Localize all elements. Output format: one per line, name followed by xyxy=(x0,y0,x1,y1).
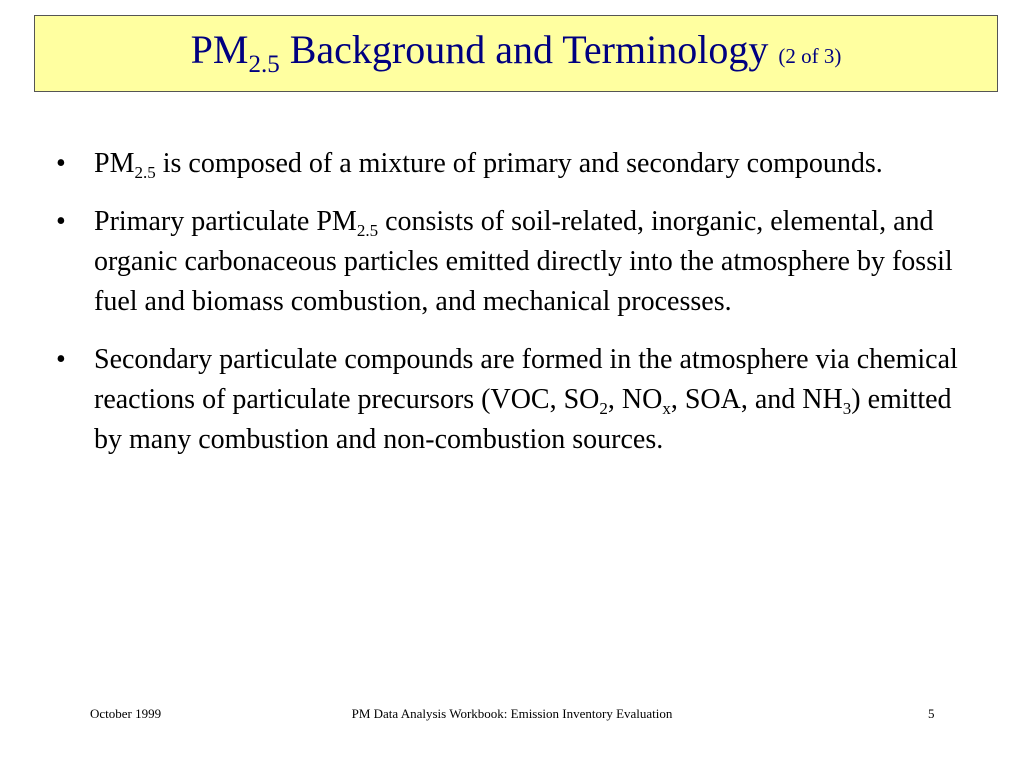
title-pm: PM xyxy=(190,27,249,72)
bullet-1-text-rest: is composed of a mixture of primary and secondary compounds. xyxy=(155,148,883,179)
bullet-item-3 xyxy=(56,340,976,460)
bullet-3-subscript-nh3: 3 xyxy=(842,399,852,418)
bullet-3-subscript-nox: x xyxy=(662,399,671,418)
bullet-3-text-3: , SOA, and NH xyxy=(670,384,843,415)
bullet-2-text-rest: consists of soil-related, inorganic, elemental, and organic carbonaceous particles emitted directly into the atmosphere by fossil fuel and biomass combustion, and mechanical processes. xyxy=(94,206,953,317)
bullet-3-text-4: ) emitted by many combustion and non-combustion sources. xyxy=(94,384,952,455)
bullet-2-text: Primary particulate PM xyxy=(94,206,357,237)
bullet-3-text-2: , NO xyxy=(607,384,663,415)
footer-page-number: 5 xyxy=(928,706,935,721)
bullet-3-subscript-so2: 2 xyxy=(599,399,608,418)
bullet-marker: • xyxy=(56,206,66,237)
bullet-2-subscript: 2.5 xyxy=(356,221,379,240)
bullet-marker: • xyxy=(56,148,66,179)
title-pm-subscript: 2.5 xyxy=(248,51,280,78)
bullet-3-text: Secondary particulate compounds are formed in the atmosphere via chemical reactions of particulate precursors (VOC, SO xyxy=(94,344,958,415)
title-box xyxy=(34,15,998,92)
bullet-item-2 xyxy=(56,202,976,322)
bullet-1-text: PM xyxy=(94,148,135,179)
bullet-marker: • xyxy=(56,344,66,375)
bullet-item-1 xyxy=(56,144,976,184)
title-rest: Background and Terminology xyxy=(279,27,779,72)
slide-title xyxy=(190,27,842,78)
title-part: (2 of 3) xyxy=(778,44,842,68)
bullet-list xyxy=(56,144,976,478)
footer-date: October 1999 xyxy=(90,706,162,721)
bullet-1-subscript: 2.5 xyxy=(134,163,156,182)
footer-title: PM Data Analysis Workbook: Emission Inventory Evaluation xyxy=(351,706,673,721)
